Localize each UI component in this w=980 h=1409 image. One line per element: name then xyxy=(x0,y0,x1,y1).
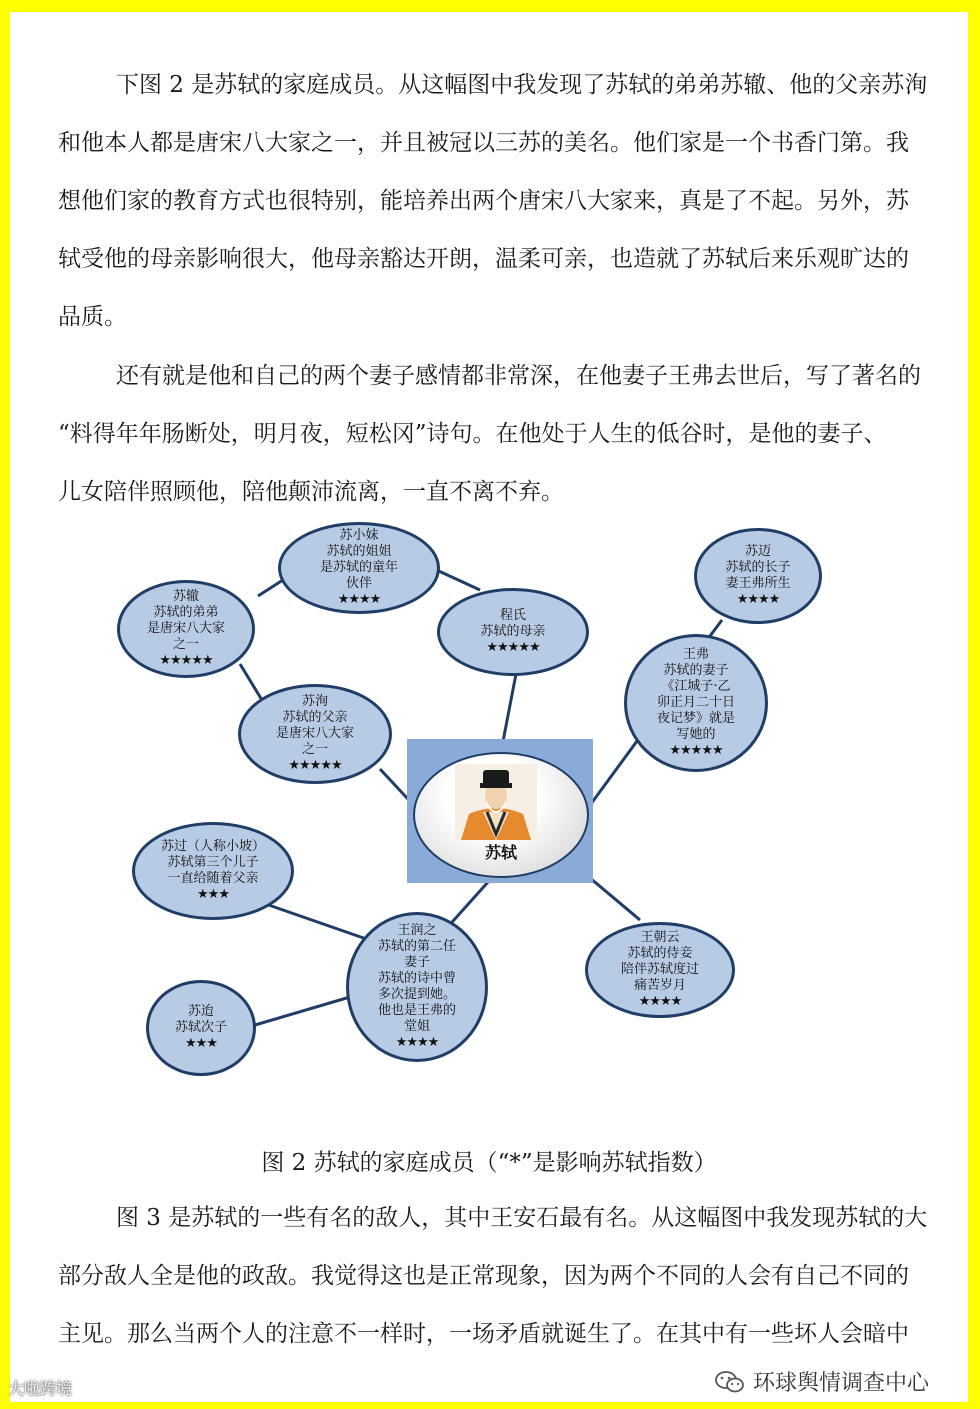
paragraph-enemies xyxy=(58,1189,936,1363)
node-sudai: 苏迨 苏轼次子 ★★★ xyxy=(146,980,256,1076)
text-line: 部分敌人全是他的政敌。我觉得这也是正常现象，因为两个不同的人会有自己不同的 xyxy=(58,1263,909,1289)
node-suxun: 苏洵 苏轼的父亲 是唐宋八大家 之一 ★★★★★ xyxy=(238,684,392,784)
node-suxiaomei: 苏小妹 苏轼的姐姐 是苏轼的童年 伙伴 ★★★★ xyxy=(278,522,440,614)
influence-stars: ★★★ xyxy=(185,1036,217,1051)
influence-stars: ★★★★★ xyxy=(288,758,342,773)
text-line: “料得年年肠断处，明月夜，短松冈”诗句。在他处于人生的低谷时，是他的妻子、 xyxy=(58,421,887,447)
wechat-icon xyxy=(715,1370,745,1394)
watermark-left-text: 大啦跨境 xyxy=(8,1379,73,1398)
influence-stars: ★★★★★ xyxy=(159,653,213,668)
node-suguo: 苏过（人称小坡） 苏轼第三个儿子 一直给随着父亲 ★★★ xyxy=(132,822,294,920)
document-page xyxy=(10,12,968,1402)
center-node-label: 苏轼 xyxy=(484,843,517,862)
text-line: 图 3 是苏轼的一些有名的敌人，其中王安石最有名。从这幅图中我发现苏轼的大 xyxy=(116,1205,928,1231)
influence-stars: ★★★★ xyxy=(638,994,682,1009)
influence-stars: ★★★★ xyxy=(337,592,381,607)
influence-stars: ★★★★ xyxy=(736,592,780,607)
paragraph-wives xyxy=(58,347,936,521)
influence-stars: ★★★★★ xyxy=(669,743,723,758)
node-wangrunzhi: 王润之 苏轼的第二任 妻子 苏轼的诗中曾 多次提到她。 他也是王弗的 堂姐 ★★★★ xyxy=(346,912,488,1062)
influence-stars: ★★★ xyxy=(197,887,229,902)
node-chengshi: 程氏 苏轼的母亲 ★★★★★ xyxy=(437,588,589,676)
text-line: 品质。 xyxy=(58,304,127,330)
text-line: 还有就是他和自己的两个妻子感情都非常深，在他妻子王弗去世后，写了著名的 xyxy=(116,363,921,389)
node-wangchaoyun: 王朝云 苏轼的侍妾 陪伴苏轼度过 痛苦岁月 ★★★★ xyxy=(585,922,735,1018)
figure-caption: 图 2 苏轼的家庭成员（“*”是影响苏轼指数） xyxy=(261,1150,717,1176)
text-line: 和他本人都是唐宋八大家之一，并且被冠以三苏的美名。他们家是一个书香门第。我 xyxy=(58,130,909,156)
text-line: 下图 2 是苏轼的家庭成员。从这幅图中我发现了苏轼的弟弟苏辙、他的父亲苏洵 xyxy=(116,72,928,98)
text-line: 轼受他的母亲影响很大，他母亲豁达开朗，温柔可亲，也造就了苏轼后来乐观旷达的 xyxy=(58,246,909,272)
node-wangfu: 王弗 苏轼的妻子 《江城子·乙 卯正月二十日 夜记梦》就是 写她的 ★★★★★ xyxy=(624,634,768,772)
text-line: 儿女陪伴照顾他，陪他颠沛流离，一直不离不弃。 xyxy=(58,479,564,505)
paragraph-family-intro xyxy=(58,56,936,346)
text-line: 想他们家的教育方式也很特别，能培养出两个唐宋八大家来，真是了不起。另外，苏 xyxy=(58,188,909,214)
watermark-right xyxy=(715,1366,929,1397)
watermark-right-text: 环球舆情调查中心 xyxy=(753,1371,930,1396)
node-suzhe: 苏辙 苏轼的弟弟 是唐宋八大家 之一 ★★★★★ xyxy=(117,580,255,678)
sushi-portrait-image xyxy=(455,764,537,840)
node-sumai: 苏迈 苏轼的长子 妻王弗所生 ★★★★ xyxy=(694,528,822,624)
influence-stars: ★★★★★ xyxy=(486,640,540,655)
influence-stars: ★★★★ xyxy=(395,1035,439,1050)
watermark-left xyxy=(8,1376,72,1399)
text-line: 主见。那么当两个人的注意不一样时，一场矛盾就诞生了。在其中有一些坏人会暗中 xyxy=(58,1321,909,1347)
